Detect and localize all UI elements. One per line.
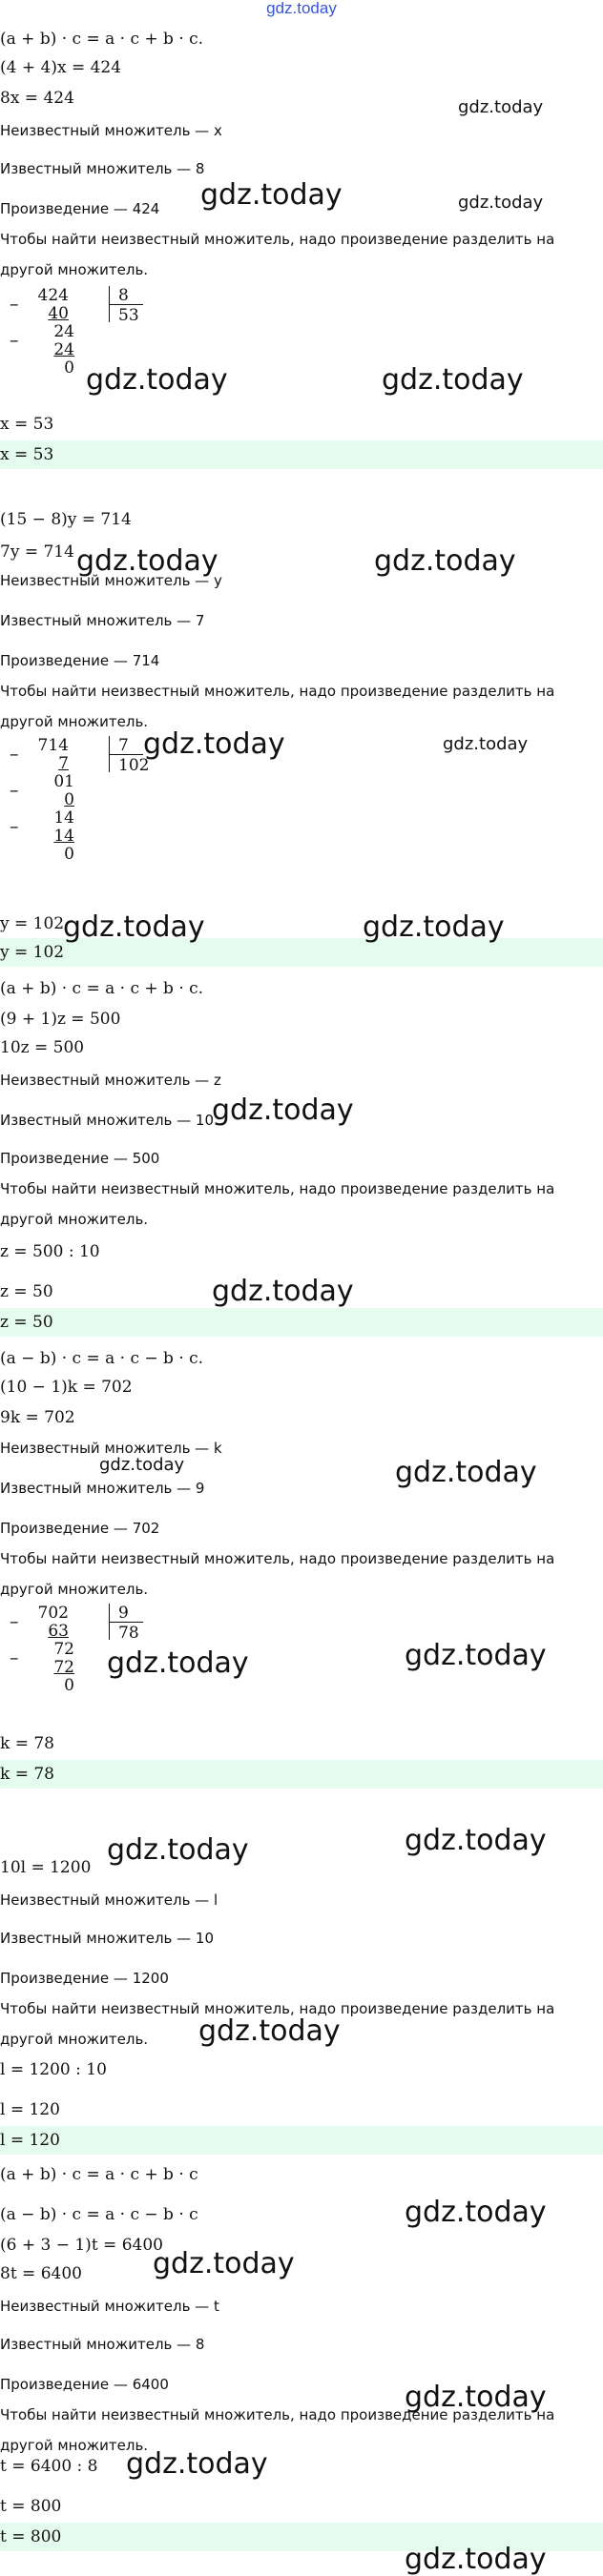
explanation-line: Произведение — 1200 xyxy=(0,1970,169,1987)
division-step: 72 xyxy=(53,1640,74,1659)
equation-line: (a + b) · c = a · c + b · c xyxy=(0,2165,198,2184)
explanation-line: другой множитель. xyxy=(0,713,149,730)
equation-line: 10z = 500 xyxy=(0,1038,85,1057)
watermark-text: gdz.today xyxy=(143,727,285,761)
watermark-text: gdz.today xyxy=(212,1094,354,1127)
equation-line: (4 + 4)x = 424 xyxy=(0,58,122,77)
explanation-line: Известный множитель — 10 xyxy=(0,1112,214,1129)
minus-sign: – xyxy=(10,816,19,837)
explanation-line: Произведение — 714 xyxy=(0,652,160,669)
equation-line: (a + b) · c = a · c + b · c. xyxy=(0,979,204,998)
explanation-line: Неизвестный множитель — z xyxy=(0,1072,221,1089)
watermark-text: gdz.today xyxy=(405,1639,547,1672)
answer-text: z = 50 xyxy=(0,1313,53,1332)
explanation-line: Произведение — 424 xyxy=(0,200,160,217)
divisor: 8 xyxy=(118,286,129,305)
division-step: 14 xyxy=(53,808,74,828)
watermark-text: gdz.today xyxy=(86,363,228,397)
explanation-line: Известный множитель — 8 xyxy=(0,2336,205,2353)
explanation-line: Известный множитель — 9 xyxy=(0,1480,205,1497)
dividend: 424 xyxy=(37,286,69,305)
minus-sign: – xyxy=(10,1611,19,1632)
explanation-line: другой множитель. xyxy=(0,261,149,278)
watermark-text: gdz.today xyxy=(405,2381,547,2414)
equation-line: z = 50 xyxy=(0,1282,53,1301)
explanation-line: Чтобы найти неизвестный множитель, надо произведение разделить на xyxy=(0,2406,555,2423)
explanation-line: Неизвестный множитель — y xyxy=(0,572,222,589)
explanation-line: другой множитель. xyxy=(0,2437,149,2454)
answer-row xyxy=(0,1308,603,1337)
equation-line: 7y = 714 xyxy=(0,542,74,562)
explanation-line: Чтобы найти неизвестный множитель, надо произведение разделить на xyxy=(0,1180,555,1197)
watermark-text: gdz.today xyxy=(76,544,218,578)
equation-line: (15 − 8)y = 714 xyxy=(0,510,132,529)
explanation-line: другой множитель. xyxy=(0,1211,149,1228)
division-step: 01 xyxy=(53,772,74,791)
division-step: 0 xyxy=(64,358,74,378)
divisor: 9 xyxy=(118,1604,129,1623)
explanation-line: Неизвестный множитель — x xyxy=(0,122,222,139)
equation-line: (10 − 1)k = 702 xyxy=(0,1378,133,1397)
equation-line: 10l = 1200 xyxy=(0,1858,92,1877)
answer-text: l = 120 xyxy=(0,2131,60,2150)
division-step: 24 xyxy=(53,340,74,359)
equation-line: (9 + 1)z = 500 xyxy=(0,1010,121,1029)
minus-sign: – xyxy=(10,744,19,765)
equation-line: 9k = 702 xyxy=(0,1408,75,1427)
watermark-text: gdz.today xyxy=(153,2247,295,2280)
dividend: 702 xyxy=(37,1604,69,1623)
explanation-line: Произведение — 500 xyxy=(0,1150,160,1167)
minus-sign: – xyxy=(10,780,19,801)
minus-sign: – xyxy=(10,1647,19,1668)
explanation-line: другой множитель. xyxy=(0,2031,149,2048)
equation-line: t = 6400 : 8 xyxy=(0,2457,98,2476)
watermark-text: gdz.today xyxy=(405,2543,547,2576)
answer-text: y = 102 xyxy=(0,943,65,962)
explanation-line: Произведение — 6400 xyxy=(0,2376,169,2393)
equation-line: 8t = 6400 xyxy=(0,2264,82,2283)
division-step: 0 xyxy=(64,790,74,809)
explanation-line: Известный множитель — 10 xyxy=(0,1930,214,1947)
answer-row xyxy=(0,2126,603,2155)
division-step: 72 xyxy=(53,1658,74,1677)
division-step: 14 xyxy=(53,827,74,846)
equation-line: y = 102 xyxy=(0,914,65,933)
division-step: 24 xyxy=(53,322,74,341)
watermark-text: gdz.today xyxy=(107,1646,249,1680)
watermark-text: gdz.today xyxy=(126,2447,268,2481)
equation-line: t = 800 xyxy=(0,2497,62,2516)
quotient: 53 xyxy=(118,306,139,325)
watermark-text: gdz.today xyxy=(374,544,516,578)
explanation-line: Чтобы найти неизвестный множитель, надо произведение разделить на xyxy=(0,231,555,248)
explanation-line: другой множитель. xyxy=(0,1581,149,1598)
equation-line: (a − b) · c = a · c − b · c xyxy=(0,2205,198,2224)
watermark-text: gdz.today xyxy=(395,1456,537,1489)
explanation-line: Известный множитель — 7 xyxy=(0,612,205,629)
explanation-line: Произведение — 702 xyxy=(0,1520,160,1537)
division-step: 7 xyxy=(58,754,69,773)
dividend: 714 xyxy=(37,736,69,755)
division-step: 40 xyxy=(48,304,69,323)
explanation-line: Неизвестный множитель — k xyxy=(0,1440,222,1457)
answer-row xyxy=(0,440,603,469)
watermark-text: gdz.today xyxy=(200,178,343,212)
answer-text: k = 78 xyxy=(0,1765,54,1784)
watermark-text: gdz.today xyxy=(382,363,524,397)
watermark-text: gdz.today xyxy=(458,97,544,117)
equation-line: (a − b) · c = a · c − b · c. xyxy=(0,1349,204,1368)
explanation-line: Чтобы найти неизвестный множитель, надо произведение разделить на xyxy=(0,683,555,700)
explanation-line: Чтобы найти неизвестный множитель, надо произведение разделить на xyxy=(0,1550,555,1567)
divisor: 7 xyxy=(118,736,129,755)
site-header-logo[interactable]: gdz.today xyxy=(266,0,337,17)
watermark-text: gdz.today xyxy=(405,2196,547,2229)
watermark-text: gdz.today xyxy=(458,193,544,213)
explanation-line: Неизвестный множитель — l xyxy=(0,1891,218,1909)
division-step: 0 xyxy=(64,845,74,864)
quotient: 78 xyxy=(118,1624,139,1643)
division-step: 0 xyxy=(64,1676,74,1695)
watermark-text: gdz.today xyxy=(363,910,505,944)
equation-line: l = 120 xyxy=(0,2100,60,2119)
quotient: 102 xyxy=(118,756,150,775)
explanation-line: Неизвестный множитель — t xyxy=(0,2298,219,2315)
explanation-line: Чтобы найти неизвестный множитель, надо произведение разделить на xyxy=(0,2000,555,2017)
minus-sign: – xyxy=(10,294,19,315)
equation-line: (a + b) · c = a · c + b · c. xyxy=(0,30,204,49)
watermark-text: gdz.today xyxy=(198,2014,341,2048)
watermark-text: gdz.today xyxy=(63,910,205,944)
equation-line: x = 53 xyxy=(0,415,54,434)
answer-row xyxy=(0,1760,603,1789)
answer-text: x = 53 xyxy=(0,445,54,464)
equation-line: z = 500 : 10 xyxy=(0,1242,100,1261)
watermark-text: gdz.today xyxy=(212,1275,354,1308)
watermark-text: gdz.today xyxy=(405,1824,547,1857)
watermark-text: gdz.today xyxy=(99,1455,185,1475)
watermark-text: gdz.today xyxy=(107,1833,249,1867)
division-step: 63 xyxy=(48,1622,69,1641)
equation-line: k = 78 xyxy=(0,1734,54,1753)
answer-text: t = 800 xyxy=(0,2527,62,2546)
equation-line: (6 + 3 − 1)t = 6400 xyxy=(0,2236,163,2255)
equation-line: 8x = 424 xyxy=(0,89,74,108)
minus-sign: – xyxy=(10,330,19,351)
equation-line: l = 1200 : 10 xyxy=(0,2060,107,2079)
watermark-text: gdz.today xyxy=(443,734,529,754)
explanation-line: Известный множитель — 8 xyxy=(0,160,205,177)
